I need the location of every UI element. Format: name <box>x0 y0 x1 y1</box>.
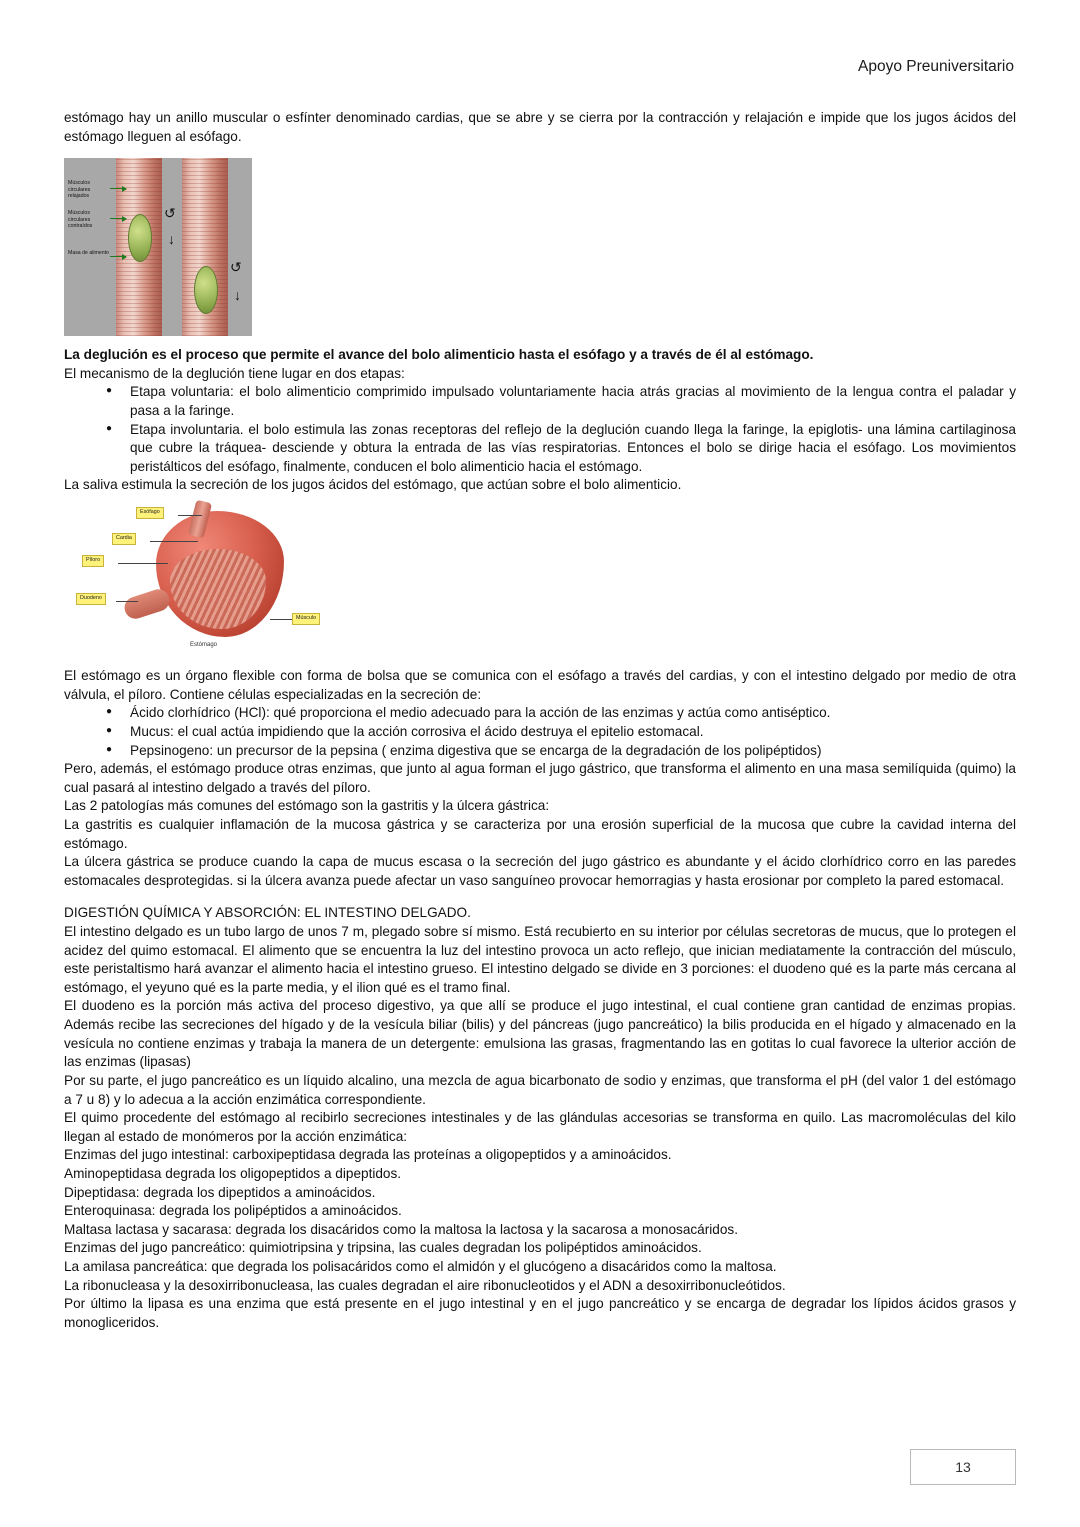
leader-line <box>150 541 198 542</box>
figure-label-food-mass: Masa de alimento <box>68 250 109 257</box>
paragraph-gastritis: La gastritis es cualquier inflamación de la mucosa gástrica y se caracteriza por una erosión superficial de la mucosa que cubre la cavidad interna del estómago. <box>64 816 1016 851</box>
direction-arrow-icon: ↓ <box>234 287 241 304</box>
paragraph-jugo-gastrico: Pero, además, el estómago produce otras enzimas, que junto al agua forman el jugo gástrico, que transforma el alimento en una masa semilíquida (quimo) la cual pasará al intestino delgado a través del píloro. <box>64 761 1016 795</box>
paragraph-intro: estómago hay un anillo muscular o esfínter denominado cardias, que se abre y se cierra por la contracción y relajación e impide que los jugos ácidos del estómago lleguen al esófago. <box>64 110 1016 144</box>
page-number: 13 <box>910 1449 1016 1485</box>
direction-arrow-icon: ↓ <box>168 231 175 248</box>
paragraph-patologias: Las 2 patologías más comunes del estómago son la gastritis y la úlcera gástrica: <box>64 798 550 814</box>
header-title: Apoyo Preuniversitario <box>858 58 1014 75</box>
footer-divider <box>64 1455 1016 1456</box>
leader-arrow-icon <box>110 256 126 257</box>
leader-line <box>118 563 168 564</box>
figure-caption-estomago: Estómago <box>190 642 218 649</box>
peristaltic-wave-icon: ↺ <box>230 259 242 276</box>
paragraph-enzima-2: Aminopeptidasa degrada los oligopeptidos a dipeptidos. <box>64 1165 402 1181</box>
leader-line <box>270 619 292 620</box>
page-content <box>64 109 1016 1332</box>
stomach-figure <box>74 505 374 655</box>
figure-tag-piloro: Píloro <box>82 555 104 566</box>
section-spacer <box>64 890 1016 904</box>
paragraph-enzima-3: Dipeptidasa: degrada los dipeptidos a aminoácidos. <box>64 1184 376 1200</box>
list-item: ● Ácido clorhídrico (HCl): qué proporciona el medio adecuado para la acción de las enzimas y actúa como antiséptico. <box>110 704 1016 723</box>
paragraph-enzima-4: Enteroquinasa: degrada los polipéptidos a aminoácidos. <box>64 1203 402 1219</box>
paragraph-enzima-1: Enzimas del jugo intestinal: carboxipeptidasa degrada las proteínas a oligopeptidos y a aminoácidos. <box>64 1147 672 1163</box>
figure-tag-musculo: Músculo <box>292 613 320 624</box>
duodenum-shape <box>122 587 173 622</box>
figure-tag-esofago: Esófago <box>136 507 164 518</box>
paragraph-intestino: El intestino delgado es un tubo largo de unos 7 m, plegado sobre sí mismo. Está recubierto en su interior por células secretoras de mucus, que lo protegen el acidez del quimo estomacal. El alimento que se encuentra la luz del intestino provoca un acto reflejo, que inician mediatamente la contracción del músculo, este peristaltismo hará avanzar el alimento hacia el intestino grueso. El intestino delgado se divide en 3 porciones: el duodeno qué es la parte más cercana al estómago, el yeyuno qué es la parte media, y el ilion qué es el tramo final. <box>64 924 1016 995</box>
food-bolus-upper <box>128 214 152 262</box>
list-item: ● Etapa involuntaria. el bolo estimula las zonas receptoras del reflejo de la deglución cuando llega la faringe, la epiglotis- una lámina cartilaginosa que cubre la tráquea- desciende y obtura la entrada de las vías respiratorias. Entonces el bolo se dirige hacia el esófago. Los movimientos peristálticos del esófago, finalmente, conducen el bolo alimenticio hacia el estómago. <box>110 421 1016 477</box>
leader-arrow-icon <box>110 218 126 219</box>
header-divider <box>64 86 1016 87</box>
etapas-list <box>64 383 1016 476</box>
paragraph-duodeno: El duodeno es la porción más activa del proceso digestivo, ya que allí se produce el jugo intestinal, el cual contiene gran cantidad de enzimas propias. Además recibe las secreciones del hígado y de la vesícula biliar (bilis) y del páncreas (jugo pancreático) la bilis producida en el hígado y almacenado en la vesícula no contiene enzimas y trabaja la manera de un detergente: emulsiona las grasas, fragmentando las en gotitas lo cual favorece la ulterior acción de las enzimas (lipasas) <box>64 998 1016 1070</box>
paragraph-enzima-8: La ribonucleasa y la desoxirribonucleasa, las cuales degradan el aire ribonucleotidos y el ADN a desoxirribonucleótidos. <box>64 1277 786 1293</box>
peristaltic-wave-icon: ↺ <box>164 205 176 222</box>
list-item: ● Etapa voluntaria: el bolo alimenticio comprimido impulsado voluntariamente hacia atrás gracias al movimiento de la lengua contra el paladar y pasa a la faringe. <box>110 383 1016 420</box>
leader-line <box>178 515 202 516</box>
paragraph-ulcera: La úlcera gástrica se produce cuando la capa de mucus escasa o la secreción del jugo gástrico es abundante y el ácido clorhídrico corro en las paredes estomacales desprotegidas. si la úlcera avanza puede afectar un vaso sanguíneo provocar hemorragias y hasta erosionar por completo la pared estomacal. <box>64 854 1016 888</box>
list-item: ● Mucus: el cual actúa impidiendo que la acción corrosiva el ácido destruya el epitelio estomacal. <box>110 723 1016 742</box>
figure-tag-duodeno: Duodeno <box>76 593 106 604</box>
leader-line <box>116 601 138 602</box>
figure-label-contracted-muscles: Músculos circulares contraídos <box>68 210 93 230</box>
list-item: ● Pepsinogeno: un precursor de la pepsina ( enzima digestiva que se encarga de la degradación de los polipéptidos) <box>110 742 1016 761</box>
paragraph-saliva: La saliva estimula la secreción de los jugos ácidos del estómago, que actúan sobre el bolo alimenticio. <box>64 477 682 493</box>
section-title-intestino: DIGESTIÓN QUÍMICA Y ABSORCIÓN: EL INTESTINO DELGADO. <box>64 905 471 921</box>
figure-tag-cardia: Cardia <box>112 533 136 544</box>
paragraph-estomago-desc: El estómago es un órgano flexible con forma de bolsa que se comunica con el esófago a través del cardias, y con el intestino delgado por medio de otra válvula, el píloro. Contiene células especializadas en la secreción de: <box>64 668 1016 702</box>
paragraph-quimo: El quimo procedente del estómago al recibirlo secreciones intestinales y de las glándulas accesorias se transforma en quilo. Las macromoléculas del kilo llegan al estado de monómeros por la acción enzimática: <box>64 1110 1016 1144</box>
figure-label-relaxed-muscles: Músculos circulares relajados <box>68 180 91 200</box>
peristalsis-figure <box>64 158 252 336</box>
paragraph-enzima-5: Maltasa lactasa y sacarasa: degrada los disacáridos como la maltosa la lactosa y la sacarosa a monosacáridos. <box>64 1221 738 1237</box>
paragraph-enzima-6: Enzimas del jugo pancreático: quimiotripsina y tripsina, las cuales degradan los polipéptidos aminoácidos. <box>64 1240 702 1256</box>
paragraph-pancreatico: Por su parte, el jugo pancreático es un líquido alcalino, una mezcla de agua bicarbonato de sodio y enzimas, que transforma el pH (del valor 1 del estómago a 7 u 8) y lo adecua a la acción enzimática correspondiente. <box>64 1072 1016 1107</box>
page-header <box>64 0 1016 76</box>
page-footer <box>0 1449 1080 1493</box>
secreciones-list <box>64 704 1016 760</box>
paragraph-lipasa: Por último la lipasa es una enzima que está presente en el jugo intestinal y en el jugo pancreático y se encarga de degradar los lípidos ácidos grasos y monogliceridos. <box>64 1296 1016 1330</box>
paragraph-deglucion-heading: La deglución es el proceso que permite el avance del bolo alimenticio hasta el esófago y a través de él al estómago. <box>64 347 814 363</box>
paragraph-enzima-7: La amilasa pancreática: que degrada los polisacáridos como el almidón y el glucógeno a disacáridos como la maltosa. <box>64 1258 777 1274</box>
food-bolus-lower <box>194 266 218 314</box>
leader-arrow-icon <box>110 188 126 189</box>
paragraph-mecanismo: El mecanismo de la deglución tiene lugar en dos etapas: <box>64 365 405 381</box>
